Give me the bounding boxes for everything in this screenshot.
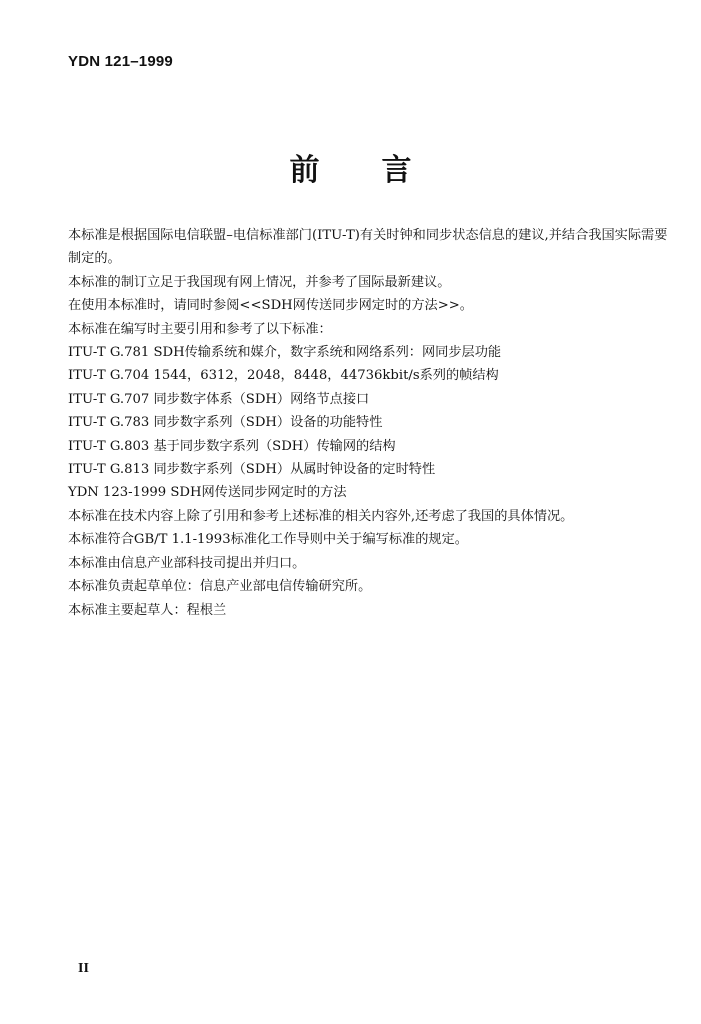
reference-g803: ITU-T G.803 基于同步数字系列（SDH）传输网的结构 [68,438,396,454]
document-code: YDN 121–1999 [68,53,173,70]
reference-ydn123: YDN 123-1999 SDH网传送同步网定时的方法 [68,485,347,501]
paragraph-references-intro: 本标准在编写时主要引用和参考了以下标准： [68,321,332,337]
page-title [0,145,701,189]
reference-g781: ITU-T G.781 SDH传输系统和媒介，数字系统和网络系列：网同步层功能 [68,345,502,361]
paragraph-basis: 本标准是根据国际电信联盟–电信标准部门(ITU-T)有关时钟和同步状态信息的建议,并结合我国实际需要制定的。 [68,228,668,267]
reference-g704: ITU-T G.704 1544，6312，2048，8448，44736kbit/s系列的帧结构 [68,368,499,384]
title-char-1: 前 [289,153,320,188]
paragraph-conformance: 本标准符合GB/T 1.1-1993标准化工作导则中关于编写标准的规定。 [68,532,468,548]
foreword-body [68,224,668,622]
reference-g783: ITU-T G.783 同步数字系列（SDH）设备的功能特性 [68,415,383,431]
paragraph-technical-content: 本标准在技术内容上除了引用和参考上述标准的相关内容外,还考虑了我国的具体情况。 [68,508,574,524]
paragraph-drafter: 本标准主要起草人：程根兰 [68,602,227,618]
paragraph-drafting-unit: 本标准负责起草单位：信息产业部电信传输研究所。 [68,579,372,595]
page-number: II [78,961,89,976]
paragraph-usage: 在使用本标准时，请同时参阅<<SDH网传送同步网定时的方法>>。 [68,298,473,314]
reference-g707: ITU-T G.707 同步数字体系（SDH）网络节点接口 [68,391,370,407]
title-char-2: 言 [381,153,412,188]
paragraph-formulation: 本标准的制订立足于我国现有网上情况，并参考了国际最新建议。 [68,274,451,290]
reference-g813: ITU-T G.813 同步数字系列（SDH）从属时钟设备的定时特性 [68,462,436,478]
paragraph-proposer: 本标准由信息产业部科技司提出并归口。 [68,555,306,571]
